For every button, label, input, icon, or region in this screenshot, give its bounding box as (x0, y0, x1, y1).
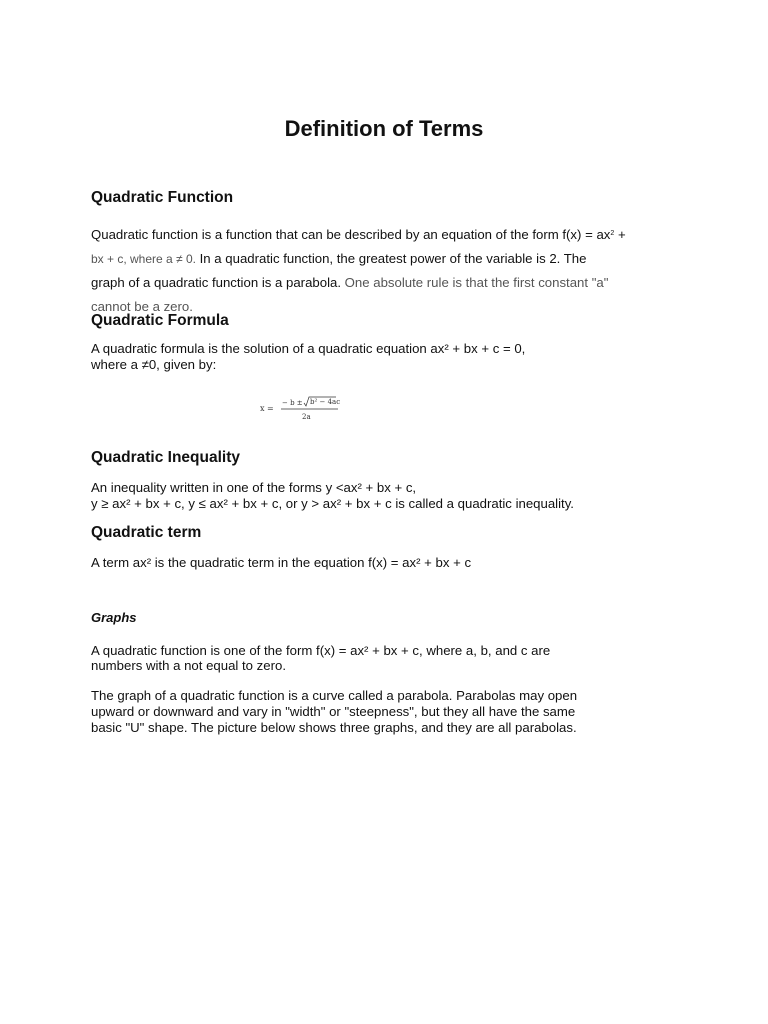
paragraph-quadratic-inequality (91, 480, 691, 512)
quadratic-formula-image (258, 394, 368, 424)
qf-line-1: Quadratic function is a function that can be described by an equation of the form $f(x) = ax^2$ + (91, 227, 626, 242)
graphs-p2-line-3: basic "U" shape. The picture below shows three graphs, and they are all parabolas. (91, 720, 577, 735)
graphs-p2-line-1: The graph of a quadratic function is a curve called a parabola. Parabolas may open (91, 688, 578, 703)
heading-quadratic-term: Quadratic term (91, 524, 202, 541)
heading-graphs: Graphs (91, 610, 137, 625)
paragraph-quadratic-function (91, 222, 691, 319)
ineq-line-2: y ≥ ax² + bx + c, y ≤ ax² + bx + c, or y > ax² + bx + c is called a quadratic inequality. (91, 496, 574, 511)
svg-text:b² − 4ac: b² − 4ac (310, 398, 341, 406)
paragraph-quadratic-formula (91, 341, 691, 373)
qf-line-3: graph of a quadratic function is a parabola. One absolute rule is that the first constant "a" (91, 275, 609, 290)
paragraph-graphs-1 (91, 643, 691, 673)
paragraph-graphs-2 (91, 688, 691, 736)
svg-text:x =: x = (260, 404, 274, 413)
ineq-line-1: An inequality written in one of the forms y <ax² + bx + c, (91, 480, 417, 495)
qf-line-4: cannot be a zero. (91, 299, 193, 314)
graphs-p1-line-2: numbers with a not equal to zero. (91, 658, 286, 673)
page-title: Definition of Terms (284, 116, 484, 141)
formula-line-2: where a ≠0, given by: (91, 357, 217, 372)
formula-line-1: A quadratic formula is the solution of a quadratic equation ax² + bx + c = 0, (91, 341, 526, 356)
graphs-p2-line-2: upward or downward and vary in "width" or "steepness", but they all have the same (91, 704, 576, 719)
heading-quadratic-inequality: Quadratic Inequality (91, 449, 241, 466)
qf-line-2: bx + c, where a ≠ 0. In a quadratic function, the greatest power of the variable is 2. The (91, 251, 587, 266)
heading-quadratic-formula: Quadratic Formula (91, 312, 229, 329)
svg-text:− b ±: − b ± (282, 399, 303, 407)
graphs-p1-line-1: A quadratic function is one of the form f(x) = ax² + bx + c, where a, b, and c are (91, 643, 551, 658)
paragraph-quadratic-term: A term ax² is the quadratic term in the equation f(x) = ax² + bx + c (91, 555, 472, 570)
heading-quadratic-function: Quadratic Function (91, 189, 234, 206)
svg-text:2a: 2a (302, 413, 311, 421)
